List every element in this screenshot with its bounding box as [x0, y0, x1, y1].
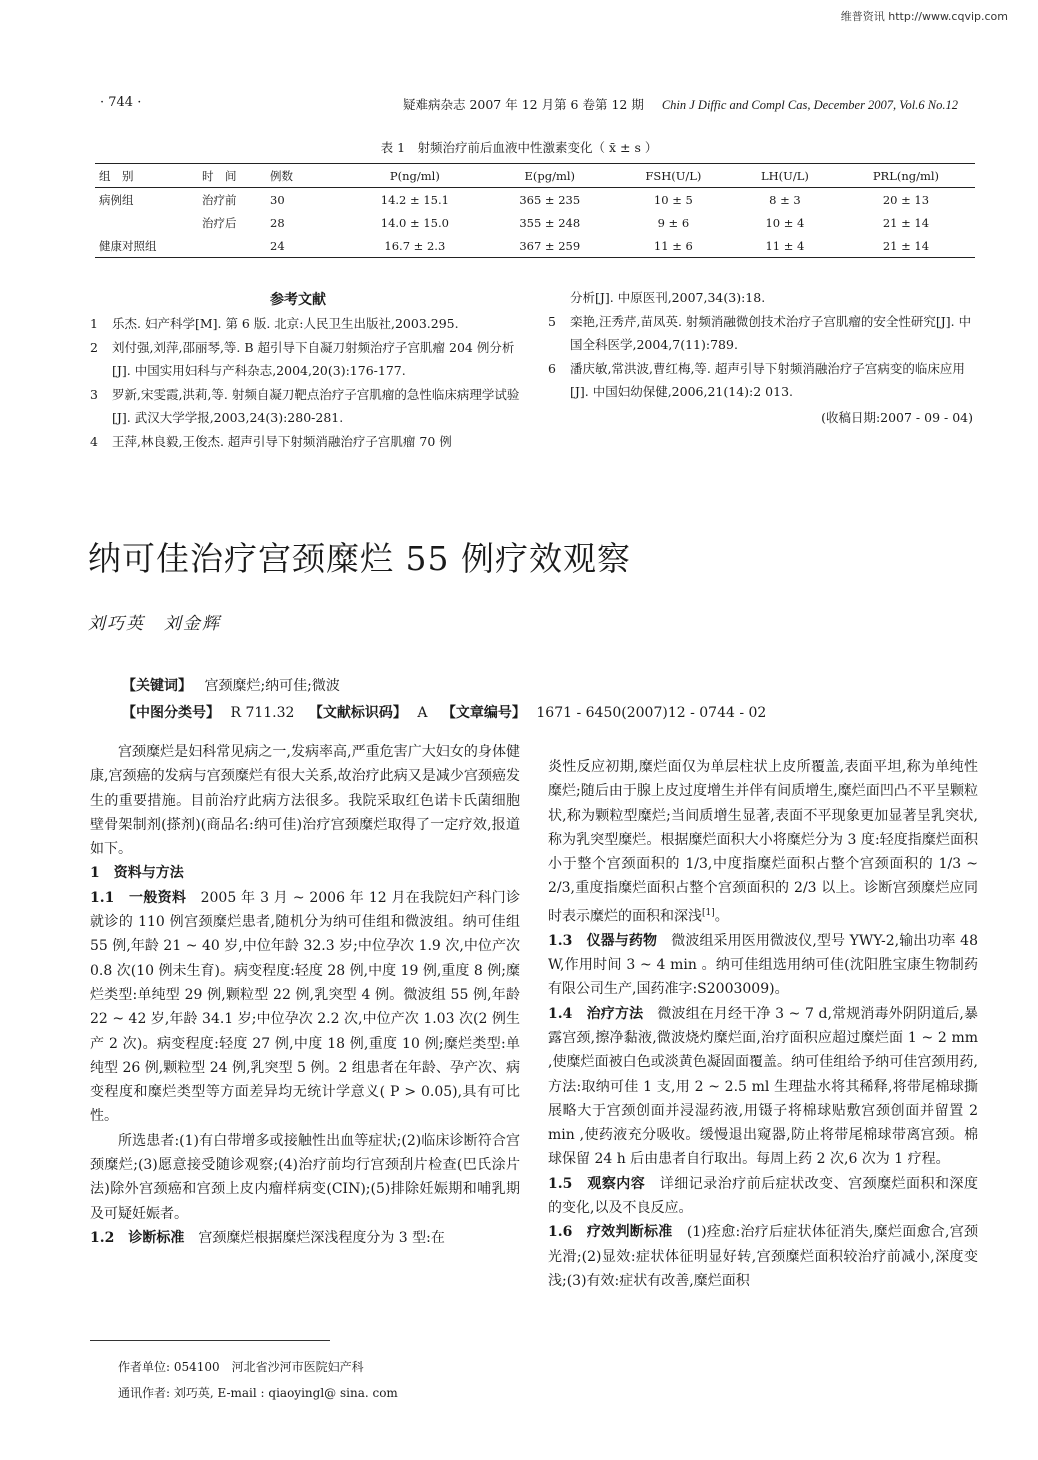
- inclusion-paragraph: 所选患者:(1)有白带增多或接触性出血等症状;(2)临床诊断符合宫颈糜烂;(3)愿意接受随诊观察;(4)治疗前均行宫颈刮片检查(巴氏涂片法)除外宫颈癌和宫颈上皮内瘤样病变(CIN);(5)排除妊娠期和哺乳期及可疑妊娠者。: [90, 1132, 520, 1222]
- table-header-cell: LH(U/L): [760, 168, 809, 183]
- footnote-divider: [90, 1340, 330, 1341]
- journal-cn: 疑难病杂志 2007 年 12 月第 6 卷第 12 期: [402, 97, 644, 112]
- section-1-5: [548, 1172, 978, 1221]
- references-left-column: [90, 312, 530, 453]
- classification-line: [122, 702, 766, 722]
- table-caption: 表 1 射频治疗前后血液中性激素变化（ x̄ ± s ）: [380, 140, 658, 155]
- received-date: (收稿日期:2007 - 09 - 04): [821, 410, 973, 425]
- article-authors: 刘巧英 刘金辉: [88, 614, 221, 634]
- section-1-2: [90, 1226, 520, 1250]
- references-right-column: [548, 286, 978, 404]
- reference-number: 2: [90, 339, 98, 355]
- subsection-text: 详细记录治疗前后症状改变、宫颈糜烂面积和深度的变化,以及不良反应。: [548, 1175, 979, 1216]
- table-header-cell: 时 间: [202, 168, 237, 183]
- corresponding-author: 通讯作者: 刘巧英, E-mail : qiaoyingl@ sina. com: [118, 1386, 398, 1400]
- table-header-cell: E(pg/ml): [524, 168, 576, 183]
- reference-number: 1: [90, 316, 98, 331]
- table-cell: 21 ± 14: [882, 238, 930, 253]
- table-cell: 14.0 ± 15.0: [380, 215, 449, 230]
- table-cell: 健康对照组: [99, 238, 157, 253]
- paragraph-end: 。: [714, 908, 729, 925]
- reference-text: 刘付强,刘萍,邵丽琴,等. B 超引导下自凝刀射频治疗子宫肌瘤 204 例分析[J]. 中国实用妇科与产科杂志,2004,20(3):176-177.: [112, 339, 515, 378]
- table-header-cell: PRL(ng/ml): [872, 168, 940, 183]
- table-header-cell: 例数: [270, 168, 293, 183]
- references-title: 参考文献: [270, 292, 326, 308]
- paragraph-text: 炎性反应初期,糜烂面仅为单层柱状上皮所覆盖,表面平坦,称为单纯性糜烂;随后由于腺上皮过度增生并伴有间质增生,糜烂面凹凸不平呈颗粒状,称为颗粒型糜烂;当间质增生显著,表面不平现象更加显著呈乳突状,称为乳突型糜烂。根据糜烂面积大小将糜烂分为 3 度:轻度指糜烂面积小于整个宫颈面积的 1/3,中度指糜烂面积占整个宫颈面积的 1/3 ~ 2/3,重度指糜烂面积占整个宫颈面积的 2/3 以上。诊断宫颈糜烂应同时表示糜烂的面积和深浅: [548, 759, 978, 925]
- journal-en: Chin J Diffic and Compl Cas, December 2007, Vol.6 No.12: [661, 98, 958, 112]
- table-cell: 病例组: [99, 192, 134, 207]
- table-row: [95, 188, 975, 212]
- subsection-text: 2005 年 3 月 ~ 2006 年 12 月在我院妇产科门诊就诊的 110 例宫颈糜烂患者,随机分为纳可佳组和微波组。纳可佳组 55 例,年龄 21 ~ 40 岁,中位年龄 32.3 岁;中位孕次 1.9 次,中位产次 0.8 次(10 例未生育)。病变程度:轻度 28 例,中度 19 例,重度 8 例;糜烂类型:单纯型 29 例,颗粒型 22 例,乳突型 4 例。微波组 55 例,年龄 22 ~ 42 岁,年龄 34.1 岁;中位孕次 2.2 次,中位产次 1.03 次(2 例生产 2 次)。病变程度:轻度 27 例,中度 18 例,重度 10 例;糜烂类型:单纯型 26 例,颗粒型 24 例,乳突型 5 例。2 组患者在年龄、孕产次、病变程度和糜烂类型等方面差异均无统计学意义( P > 0.05),具有可比性。: [90, 889, 521, 1125]
- reference-number: 5: [548, 313, 556, 329]
- reference-text: 栾艳,汪秀芹,苗凤英. 射频消融微创技术治疗子宫肌瘤的安全性研究[J]. 中国全科医学,2004,7(11):789.: [570, 313, 972, 352]
- running-header: [403, 95, 958, 113]
- section-heading: 1 资料与方法: [90, 865, 184, 882]
- table-cell: 21 ± 14: [882, 215, 930, 230]
- table-cell: 11 ± 6: [653, 238, 693, 253]
- table-cell: 14.2 ± 15.1: [380, 192, 449, 207]
- article-title: 纳可佳治疗宫颈糜烂 55 例疗效观察: [88, 539, 631, 578]
- subsection-title: 1.6 疗效判断标准: [548, 1224, 673, 1241]
- intro-paragraph: 宫颈糜烂是妇科常见病之一,发病率高,严重危害广大妇女的身体健康,宫颈癌的发病与宫颈糜烂有很大关系,故治疗此病又是减少宫颈癌发生的重要措施。目前治疗此病方法很多。我院采取红色诺卡氏菌细胞壁骨架制剂(搽剂)(商品名:纳可佳)治疗宫颈糜烂取得了一定疗效,报道如下。: [90, 744, 520, 858]
- subsection-text: 微波组采用医用微波仪,型号 YWY-2,输出功率 48 W,作用时间 3 ~ 4 min 。纳可佳组选用纳可佳(沈阳胜宝康生物制药有限公司生产,国药准字:S2003009)。: [548, 932, 978, 998]
- citation: [1]: [702, 907, 715, 918]
- reference-item: [90, 336, 530, 383]
- clc-label: 【中图分类号】: [122, 705, 220, 721]
- subsection-text: (1)痊愈:治疗后症状体征消失,糜烂面愈合,宫颈光滑;(2)显效:症状体征明显好转,宫颈糜烂面积较治疗前减小,深度变浅;(3)有效:症状有改善,糜烂面积: [548, 1224, 979, 1289]
- table-header-cell: P(ng/ml): [389, 168, 440, 183]
- reference-continuation: 分析[J]. 中原医刊,2007,34(3):18.: [570, 290, 766, 305]
- data-table: [95, 163, 975, 258]
- subsection-text: 微波组在月经干净 3 ~ 7 d,常规消毒外阴阴道后,暴露宫颈,擦净黏液,微波烧灼糜烂面,治疗面积应超过糜烂面 1 ~ 2 mm ,使糜烂面被白色或淡黄色凝固面覆盖。纳可佳组给予纳可佳宫颈用药,方法:取纳可佳 1 支,用 2 ~ 2.5 ml 生理盐水将其稀释,将带尾棉球撕展略大于宫颈创面并浸湿药液,用镊子将棉球贴敷宫颈创面并留置 2 min ,使药液充分吸收。缓慢退出窥器,防止将带尾棉球带离宫颈。棉球保留 24 h 后由患者自行取出。每周上药 2 次,6 次为 1 疗程。: [548, 1005, 979, 1168]
- section-1-4: [548, 1002, 978, 1172]
- table-cell: 367 ± 259: [519, 238, 581, 253]
- keywords-line: [122, 675, 340, 695]
- table-cell: [198, 234, 266, 258]
- table-cell: 365 ± 235: [519, 192, 581, 207]
- article-no-label: 【文章编号】: [441, 705, 526, 721]
- table-cell: 28: [270, 215, 285, 230]
- table-cell: [95, 211, 198, 234]
- reference-item: [90, 312, 530, 336]
- body-left-column: [90, 740, 520, 1250]
- author-affiliation: 作者单位: 054100 河北省沙河市医院妇产科: [118, 1360, 364, 1374]
- table-cell: 20 ± 13: [882, 192, 930, 207]
- section-1-6: [548, 1220, 978, 1293]
- reference-number: 3: [90, 386, 98, 402]
- keywords-value: 宫颈糜烂;纳可佳;微波: [204, 678, 340, 694]
- table-cell: 8 ± 3: [769, 192, 801, 207]
- diagnosis-continuation: [548, 755, 978, 929]
- reference-text: 罗新,宋雯霞,洪莉,等. 射频自凝刀靶点治疗子宫肌瘤的急性临床病理学试验[J]. 武汉大学学报,2003,24(3):280-281.: [112, 386, 520, 425]
- table-cell: 11 ± 4: [765, 238, 805, 253]
- table-header-row: [95, 164, 975, 188]
- article-no-value: 1671 - 6450(2007)12 - 0744 - 02: [536, 705, 767, 721]
- subsection-title: 1.3 仪器与药物: [548, 932, 658, 949]
- doc-code-label: 【文献标识码】: [308, 705, 407, 721]
- page-number: · 744 ·: [100, 95, 142, 110]
- table-cell: 16.7 ± 2.3: [384, 238, 446, 253]
- subsection-title: 1.2 诊断标准: [90, 1229, 185, 1246]
- body-right-column: [548, 755, 978, 1293]
- reference-text: 王萍,林良毅,王俊杰. 超声引导下射频消融治疗子宫肌瘤 70 例: [112, 433, 452, 449]
- table-cell: 9 ± 6: [657, 215, 690, 230]
- clc-value: R 711.32: [230, 705, 295, 721]
- table-header-cell: FSH(U/L): [645, 168, 702, 183]
- table-cell: 30: [270, 192, 285, 207]
- reference-item: [548, 357, 978, 404]
- table-cell: 10 ± 4: [765, 215, 805, 230]
- table-cell: 355 ± 248: [519, 215, 581, 230]
- subsection-title: 1.1 一般资料: [90, 889, 187, 906]
- table-cell: 10 ± 5: [653, 192, 693, 207]
- reference-item: [90, 430, 530, 454]
- table-cell: 治疗前: [202, 192, 237, 207]
- keywords-label: 【关键词】: [122, 678, 192, 694]
- reference-item: [90, 383, 530, 430]
- section-1-1: [90, 886, 520, 1129]
- subsection-text: 宫颈糜烂根据糜烂深浅程度分为 3 型:在: [198, 1229, 445, 1246]
- table-cell: 24: [270, 238, 285, 253]
- reference-text: 乐杰. 妇产科学[M]. 第 6 版. 北京:人民卫生出版社,2003.295.: [112, 316, 459, 331]
- table-row: [95, 211, 975, 234]
- watermark: 维普资讯 http://www.cqvip.com: [840, 10, 1008, 23]
- reference-item: [548, 310, 978, 357]
- section-1-3: [548, 929, 978, 1002]
- table-row: [95, 234, 975, 258]
- subsection-title: 1.4 治疗方法: [548, 1005, 644, 1022]
- doc-code-value: A: [417, 705, 428, 721]
- reference-number: 4: [90, 433, 98, 449]
- reference-number: 6: [548, 360, 556, 376]
- table-cell: 治疗后: [202, 215, 237, 230]
- reference-text: 潘庆敏,常洪波,曹红梅,等. 超声引导下射频消融治疗子宫病变的临床应用[J]. 中国妇幼保健,2006,21(14):2 013.: [570, 360, 965, 399]
- subsection-title: 1.5 观察内容: [548, 1175, 646, 1192]
- table-header-cell: 组 别: [99, 168, 134, 183]
